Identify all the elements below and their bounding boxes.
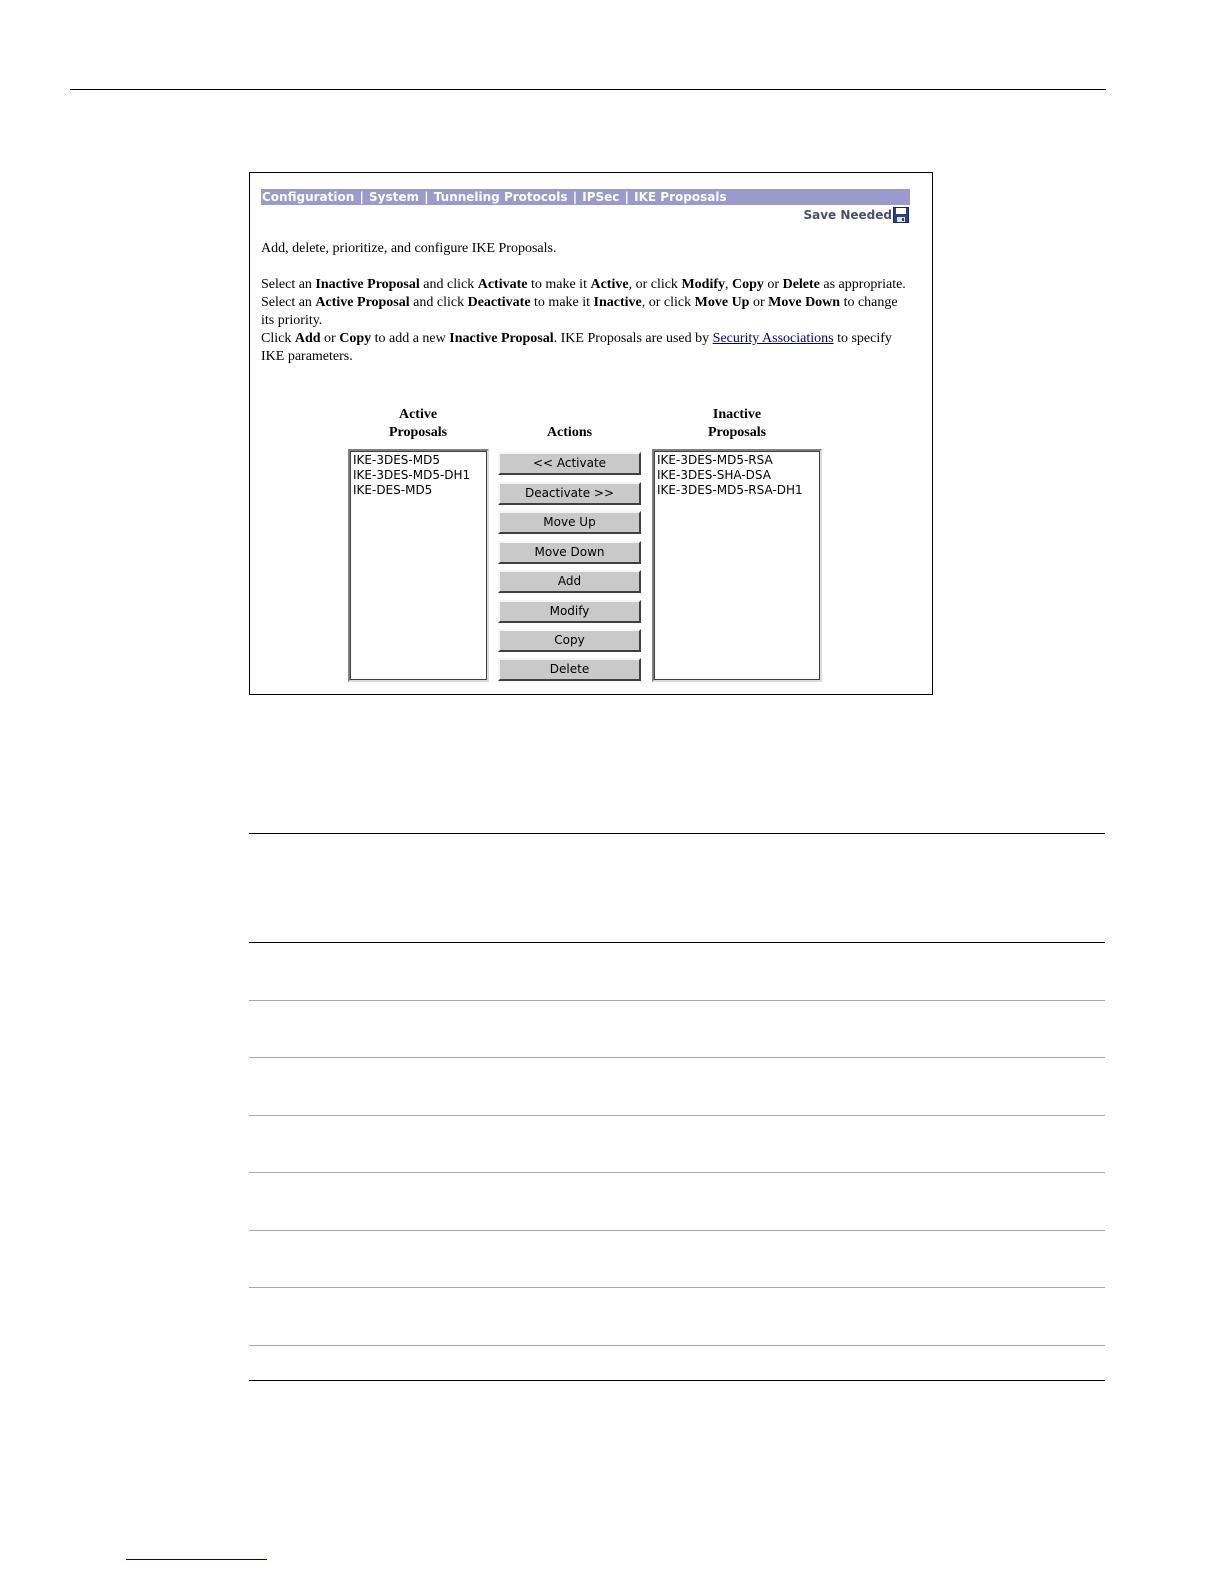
- activate-button[interactable]: << Activate: [498, 452, 641, 475]
- breadcrumb-separator: |: [420, 190, 433, 204]
- footer-rule: [126, 1559, 267, 1560]
- table-row-divider: [249, 1345, 1105, 1346]
- breadcrumb-tunneling-protocols[interactable]: Tunneling Protocols: [433, 190, 568, 204]
- table-row-divider: [249, 1115, 1105, 1116]
- breadcrumb-separator: |: [568, 190, 582, 204]
- breadcrumb-configuration[interactable]: Configuration: [262, 190, 355, 204]
- table-row-divider: [249, 1057, 1105, 1058]
- security-associations-link[interactable]: Security Associations: [712, 331, 834, 346]
- page-header-rule: [70, 89, 1106, 90]
- breadcrumb-ipsec[interactable]: IPSec: [582, 190, 620, 204]
- breadcrumb-ike-proposals: IKE Proposals: [634, 190, 727, 204]
- table-bottom-rule: [249, 1380, 1105, 1381]
- table-row-divider: [249, 1230, 1105, 1231]
- breadcrumb: [261, 189, 910, 205]
- table-row-divider: [249, 1287, 1105, 1288]
- breadcrumb-separator: |: [620, 190, 634, 204]
- inactive-proposals-heading: Inactive Proposals: [707, 407, 767, 440]
- inactive-proposals-list[interactable]: [652, 449, 822, 682]
- list-item[interactable]: IKE-3DES-SHA-DSA: [657, 468, 771, 482]
- table-header-rule: [249, 942, 1105, 943]
- deactivate-button[interactable]: Deactivate >>: [498, 482, 641, 505]
- list-item[interactable]: IKE-3DES-MD5-DH1: [353, 468, 471, 482]
- table-top-rule: [249, 833, 1105, 834]
- actions-heading: Actions: [546, 425, 593, 440]
- intro-text: Add, delete, prioritize, and configure IKE Proposals.: [261, 241, 557, 256]
- modify-button[interactable]: Modify: [498, 600, 641, 623]
- add-button[interactable]: Add: [498, 570, 641, 593]
- instruction-activate: Select an Inactive Proposal and click Activate to make it Active, or click Modify, Copy or Delete as appropriate.: [261, 277, 906, 292]
- save-needed-label: Save Needed: [803, 208, 892, 222]
- move-down-button[interactable]: Move Down: [498, 541, 641, 564]
- move-up-button[interactable]: Move Up: [498, 511, 641, 534]
- breadcrumb-separator: |: [355, 190, 369, 204]
- active-proposals-heading: Active Proposals: [388, 407, 448, 440]
- instructions: [261, 276, 911, 366]
- table-row-divider: [249, 1000, 1105, 1001]
- save-needed-link[interactable]: [803, 206, 909, 224]
- instruction-deactivate: Select an Active Proposal and click Deactivate to make it Inactive, or click Move Up or Move Down to change its priority.: [261, 295, 898, 328]
- list-item[interactable]: IKE-DES-MD5: [353, 483, 433, 497]
- instruction-add: Click Add or Copy to add a new Inactive Proposal. IKE Proposals are used by Security Associations to specify IKE parameters.: [261, 331, 892, 364]
- delete-button[interactable]: Delete: [498, 658, 641, 681]
- table-row-divider: [249, 1172, 1105, 1173]
- list-item[interactable]: IKE-3DES-MD5-RSA-DH1: [657, 483, 803, 497]
- copy-button[interactable]: Copy: [498, 629, 641, 652]
- breadcrumb-system[interactable]: System: [369, 190, 420, 204]
- active-proposals-list[interactable]: [348, 449, 489, 682]
- list-item[interactable]: IKE-3DES-MD5: [353, 453, 440, 467]
- floppy-disk-icon: [893, 207, 909, 223]
- list-item[interactable]: IKE-3DES-MD5-RSA: [657, 453, 773, 467]
- ike-proposals-screen: [249, 172, 933, 695]
